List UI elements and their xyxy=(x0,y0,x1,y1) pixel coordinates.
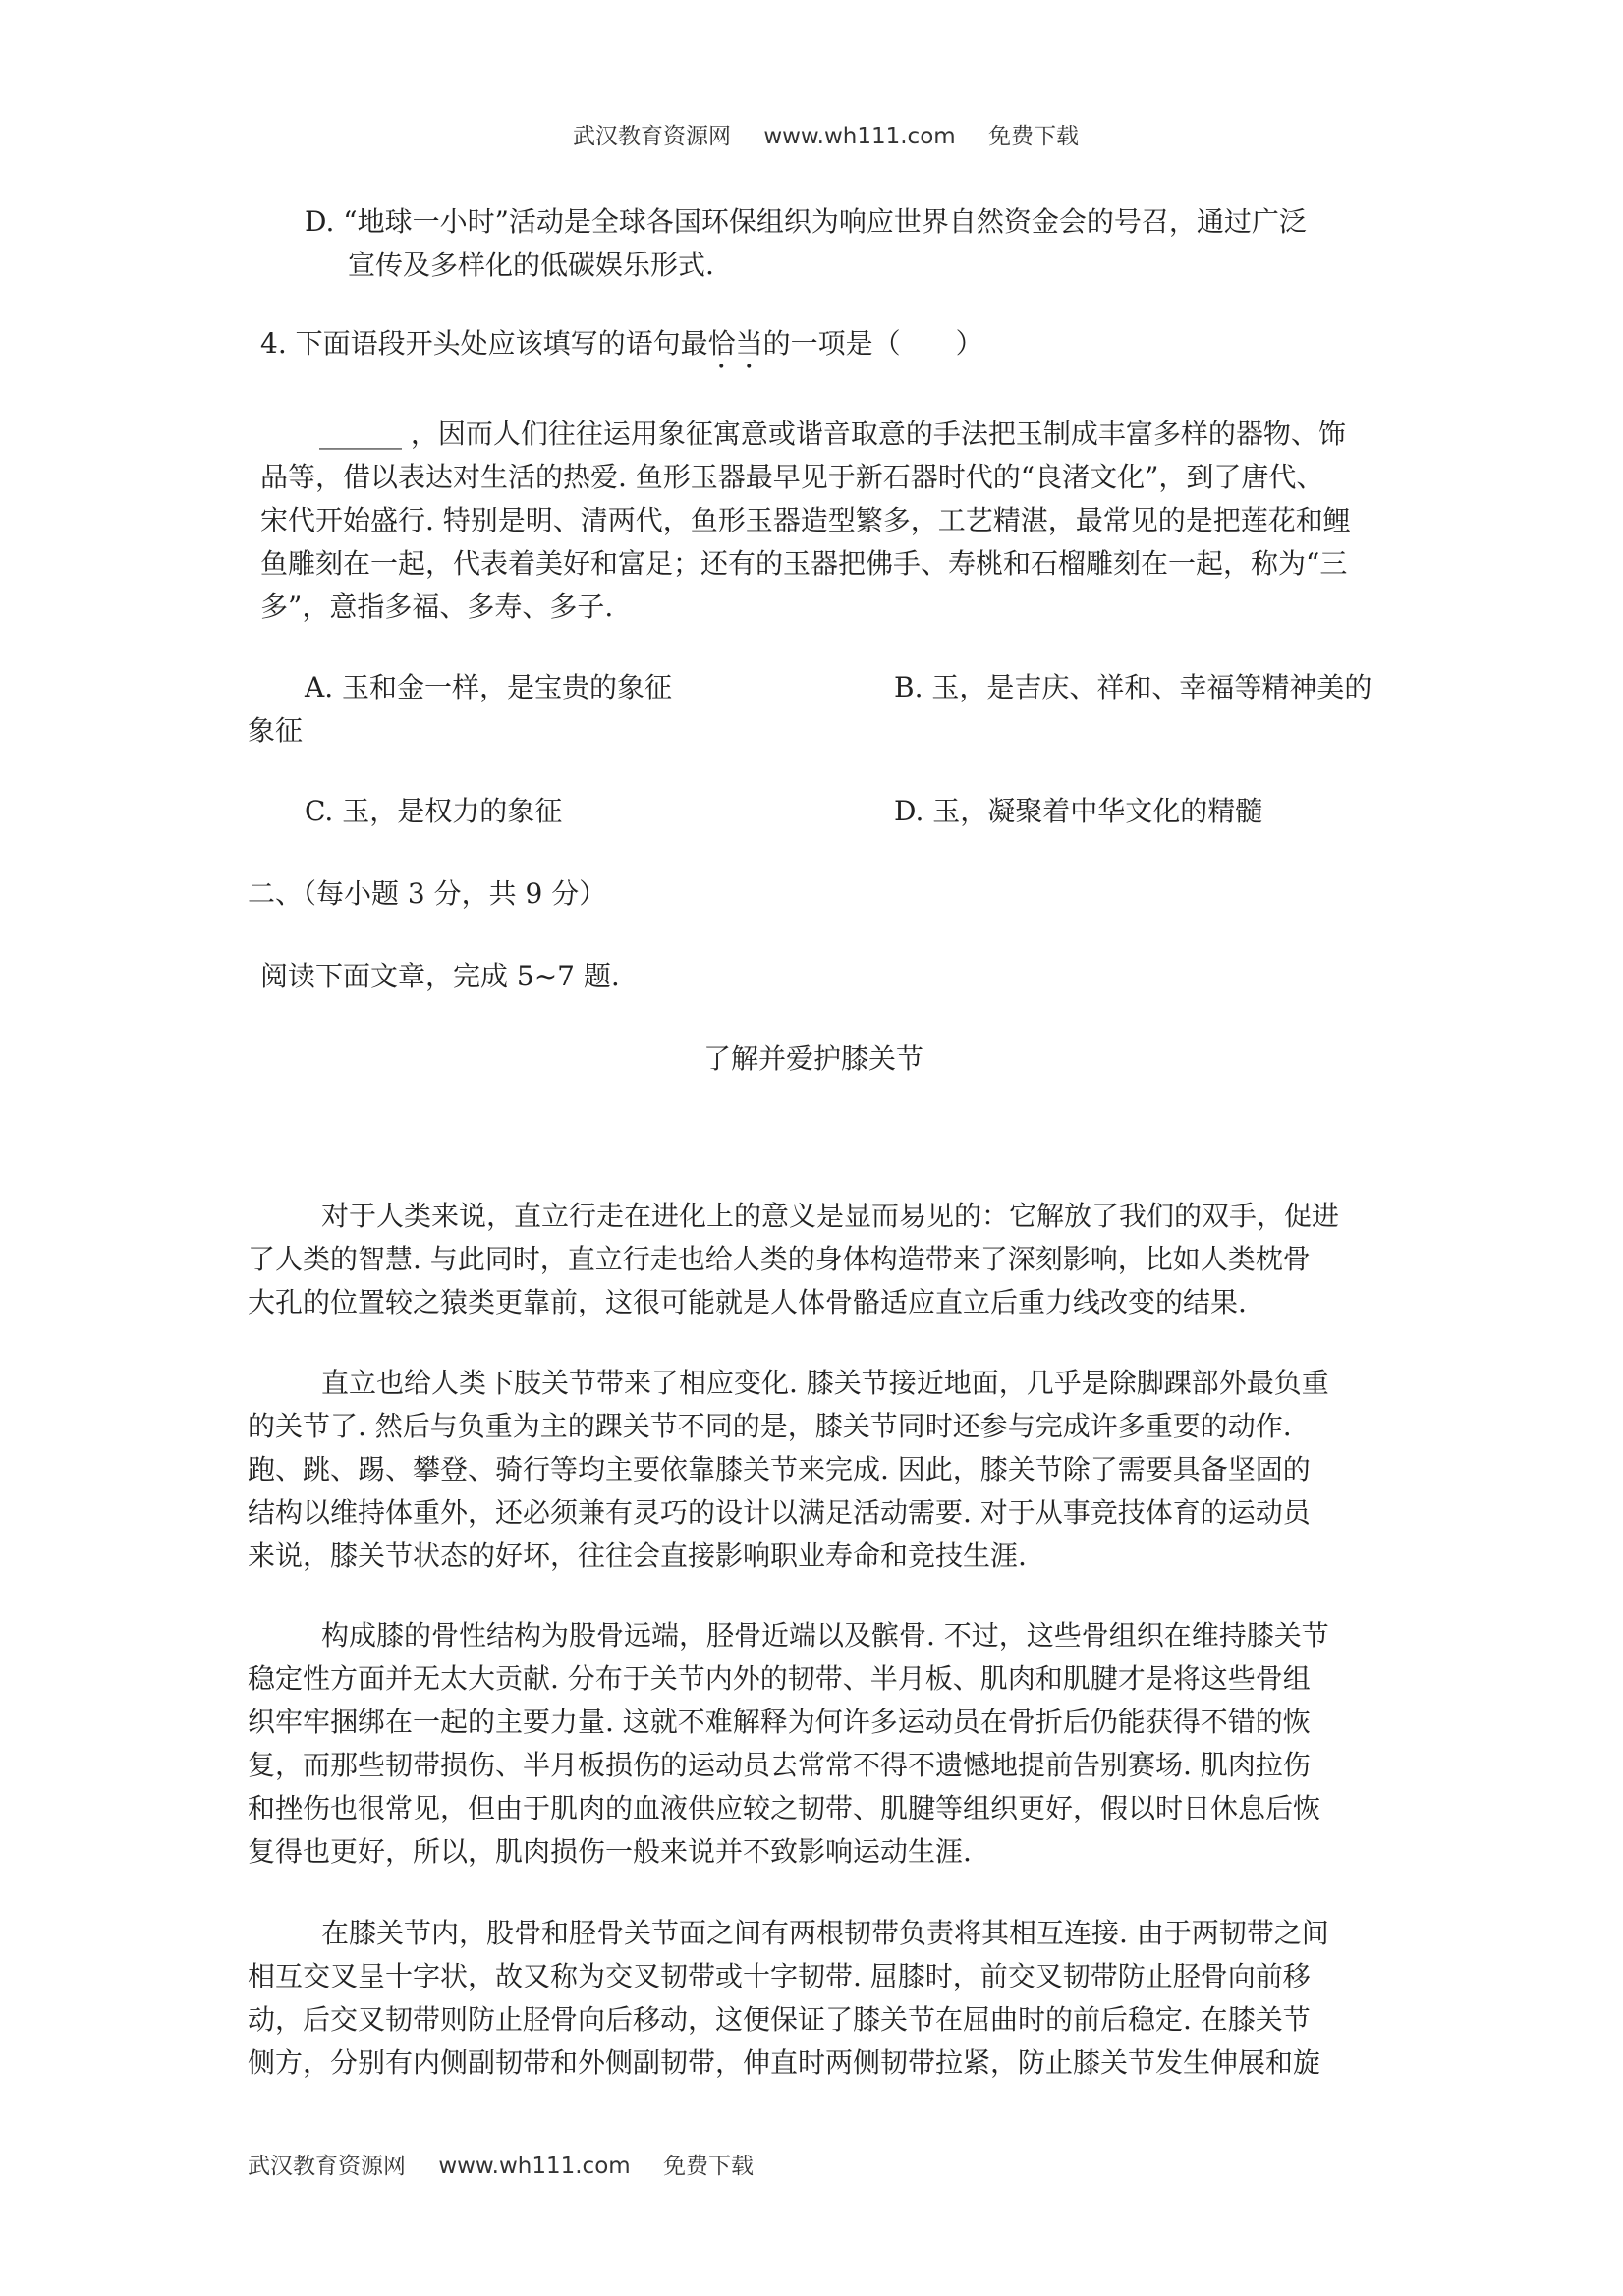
paragraph-line: 对于人类来说，直立行走在进化上的意义是显而易见的：它解放了我们的双手，促进 xyxy=(321,1200,1340,1232)
reading-instruction: 阅读下面文章，完成 5~7 题. xyxy=(260,960,620,992)
article-title: 了解并爱护膝关节 xyxy=(703,1042,924,1075)
page-header xyxy=(573,118,1104,150)
article-paragraph-1 xyxy=(248,1195,1407,1327)
passage-line: 品等，借以表达对生活的热爱. 鱼形玉器最早见于新石器时代的“良渚文化”，到了唐代、 xyxy=(260,461,1324,493)
paragraph-line: 复得也更好，所以，肌肉损伤一般来说并不致影响运动生涯. xyxy=(248,1835,972,1868)
paragraph-line: 复，而那些韧带损伤、半月板损伤的运动员去常常不得不遗憾地提前告别赛场. 肌肉拉伤 xyxy=(248,1749,1311,1781)
paragraph-line: 构成膝的骨性结构为股骨远端，胫骨近端以及髌骨. 不过，这些骨组织在维持膝关节 xyxy=(321,1619,1329,1652)
option-b: B. 玉，是吉庆、祥和、幸福等精神美的 xyxy=(894,671,1372,703)
option-d-line-1: D. “地球一小时”活动是全球各国环保组织为响应世界自然资金会的号召，通过广泛 xyxy=(305,205,1307,238)
passage-line: ______ ，因而人们往往运用象征寓意或谐音取意的手法把玉制成丰富多样的器物、饰 xyxy=(319,418,1346,450)
footer-site-name: 武汉教育资源网 xyxy=(248,2154,406,2179)
emphasis-word: 恰当 xyxy=(707,327,763,360)
article-paragraph-3 xyxy=(248,1614,1407,1879)
header-site-name: 武汉教育资源网 xyxy=(573,124,731,149)
passage-line: 宋代开始盛行. 特别是明、清两代，鱼形玉器造型繁多，工艺精湛，最常见的是把莲花和鲤 xyxy=(260,504,1351,536)
section-heading: 二、（每小题 3 分，共 9 分） xyxy=(248,877,607,910)
question-4-stem-post: 的一项是（ ） xyxy=(762,327,983,360)
question-4-passage xyxy=(260,413,1400,634)
article-paragraph-4 xyxy=(248,1912,1407,2089)
question-3-option-d xyxy=(305,200,1405,289)
footer-url-link[interactable]: www.wh111.com xyxy=(438,2154,631,2179)
footer-download-note: 免费下载 xyxy=(662,2154,754,2179)
paragraph-line: 稳定性方面并无太大贡献. 分布于关节内外的韧带、半月板、肌肉和肌腱才是将这些骨组 xyxy=(248,1662,1311,1695)
option-b-continuation: 象征 xyxy=(248,714,304,747)
question-4-stem xyxy=(260,322,983,375)
paragraph-line: 结构以维持体重外，还必须兼有灵巧的设计以满足活动需要. 对于从事竞技体育的运动员 xyxy=(248,1496,1311,1529)
paragraph-line: 侧方，分别有内侧副韧带和外侧副韧带，伸直时两侧韧带拉紧，防止膝关节发生伸展和旋 xyxy=(248,2046,1321,2079)
paragraph-line: 的关节了. 然后与负重为主的踝关节不同的是，膝关节同时还参与完成许多重要的动作. xyxy=(248,1410,1292,1442)
option-d: D. 玉，凝聚着中华文化的精髓 xyxy=(894,795,1263,827)
paragraph-line: 织牢牢捆绑在一起的主要力量. 这就不难解释为何许多运动员在骨折后仍能获得不错的恢 xyxy=(248,1706,1311,1738)
paragraph-line: 相互交叉呈十字状，故又称为交叉韧带或十字韧带. 屈膝时，前交叉韧带防止胫骨向前移 xyxy=(248,1960,1311,1992)
passage-line: 鱼雕刻在一起，代表着美好和富足；还有的玉器把佛手、寿桃和石榴雕刻在一起，称为“三 xyxy=(260,547,1348,580)
option-a: A. 玉和金一样，是宝贵的象征 xyxy=(305,671,673,703)
header-download-note: 免费下载 xyxy=(987,124,1079,149)
option-c: C. 玉，是权力的象征 xyxy=(305,795,563,827)
paragraph-line: 和挫伤也很常见，但由于肌肉的血液供应较之韧带、肌腱等组织更好，假以时日休息后恢 xyxy=(248,1792,1321,1824)
paragraph-line: 直立也给人类下肢关节带来了相应变化. 膝关节接近地面，几乎是除脚踝部外最负重 xyxy=(321,1367,1329,1399)
paragraph-line: 大孔的位置较之猿类更靠前，这很可能就是人体骨骼适应直立后重力线改变的结果. xyxy=(248,1286,1247,1318)
page-footer xyxy=(248,2148,779,2180)
paragraph-line: 动，后交叉韧带则防止胫骨向后移动，这便保证了膝关节在屈曲时的前后稳定. 在膝关节 xyxy=(248,2003,1311,2036)
paragraph-line: 了人类的智慧. 与此同时，直立行走也给人类的身体构造带来了深刻影响，比如人类枕骨 xyxy=(248,1243,1311,1275)
header-url-link[interactable]: www.wh111.com xyxy=(763,124,956,149)
paragraph-line: 在膝关节内，股骨和胫骨关节面之间有两根韧带负责将其相互连接. 由于两韧带之间 xyxy=(321,1917,1329,1949)
paragraph-line: 来说，膝关节状态的好坏，往往会直接影响职业寿命和竞技生涯. xyxy=(248,1540,1027,1572)
option-d-line-2: 宣传及多样化的低碳娱乐形式. xyxy=(348,249,714,281)
article-paragraph-2 xyxy=(248,1362,1407,1583)
paragraph-line: 跑、跳、踢、攀登、骑行等均主要依靠膝关节来完成. 因此，膝关节除了需要具备坚固的 xyxy=(248,1453,1311,1485)
question-4-stem-pre: 4. 下面语段开头处应该填写的语句最 xyxy=(260,327,708,360)
passage-line: 多”，意指多福、多寿、多子. xyxy=(260,590,614,623)
